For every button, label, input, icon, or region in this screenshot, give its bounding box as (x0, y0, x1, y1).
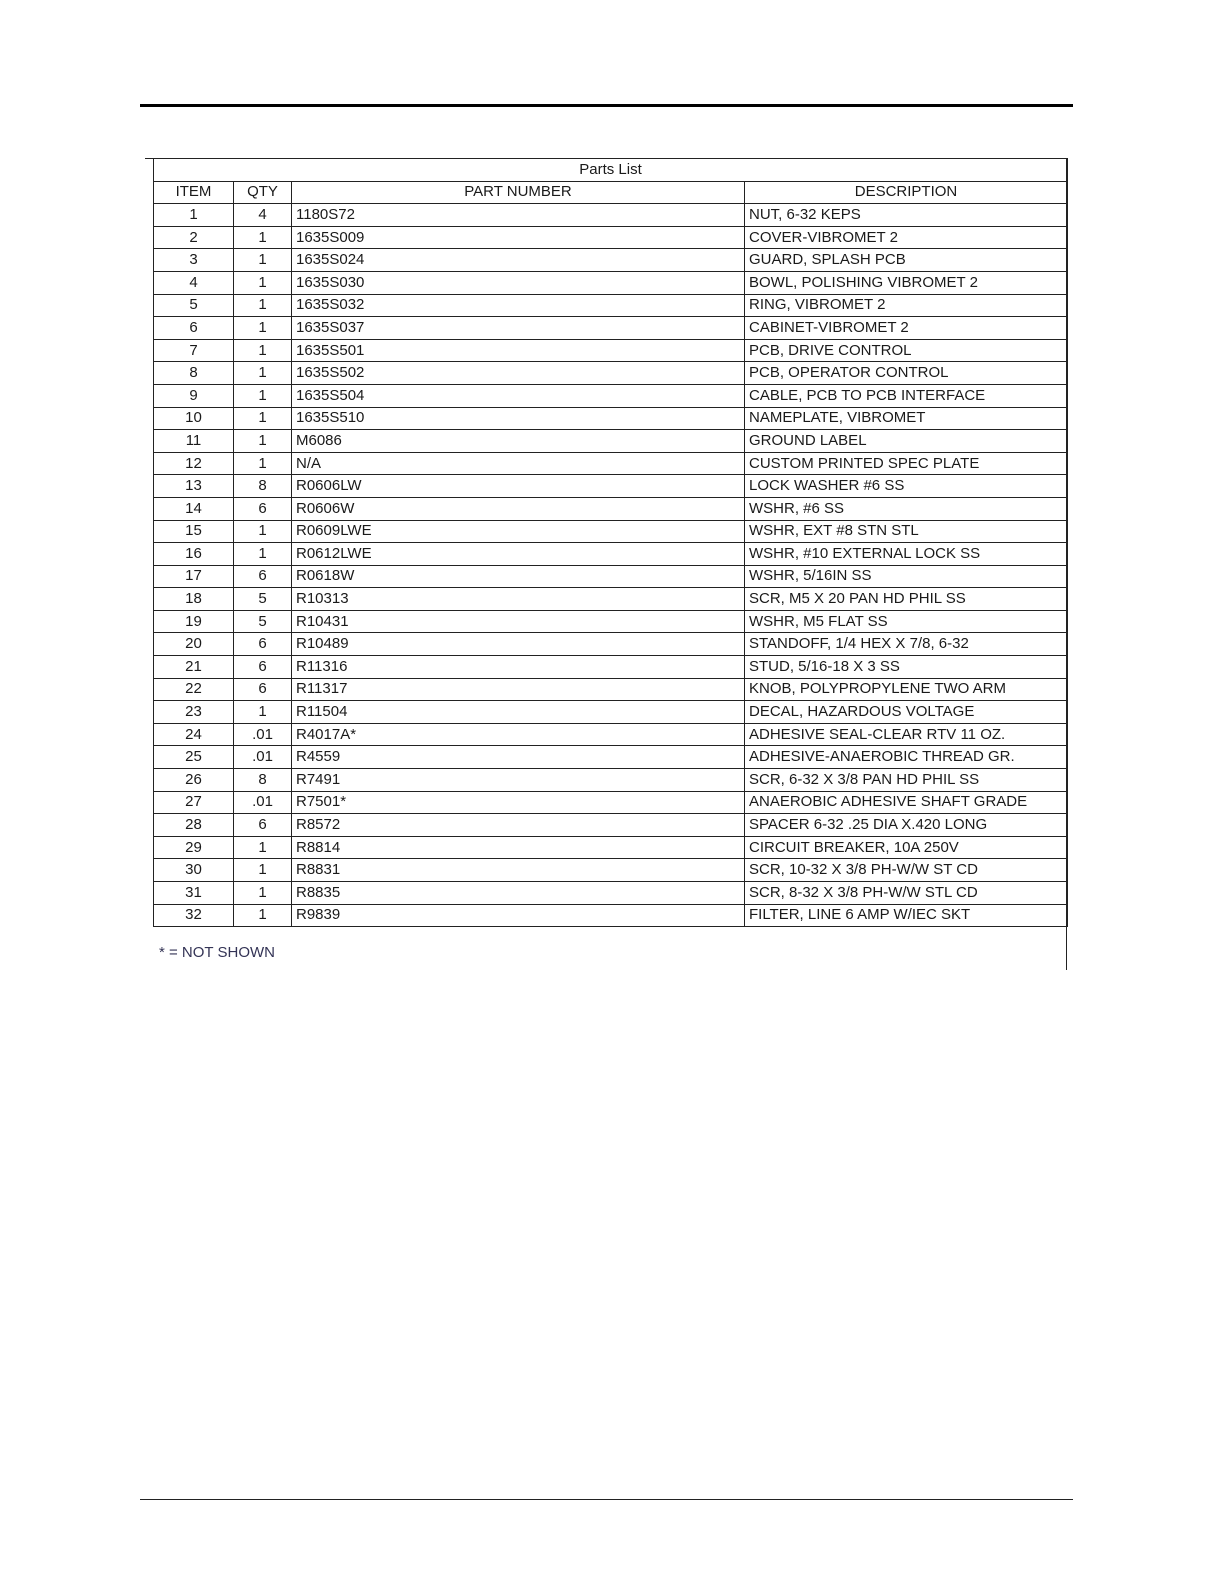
header-description: DESCRIPTION (745, 181, 1068, 204)
table-row (154, 565, 1068, 588)
cell-description: WSHR, #6 SS (745, 497, 1068, 520)
table-row (154, 678, 1068, 701)
cell-item: 15 (154, 520, 234, 543)
cell-part-number: 1635S037 (292, 317, 745, 340)
cell-part-number: R4017A* (292, 723, 745, 746)
cell-qty: 6 (234, 565, 292, 588)
cell-qty: 1 (234, 384, 292, 407)
cell-item: 19 (154, 610, 234, 633)
cell-qty: 1 (234, 249, 292, 272)
cell-item: 32 (154, 904, 234, 927)
table-row (154, 271, 1068, 294)
table-row (154, 407, 1068, 430)
table-row (154, 317, 1068, 340)
cell-description: CABINET-VIBROMET 2 (745, 317, 1068, 340)
cell-qty: 1 (234, 294, 292, 317)
cell-part-number: 1635S024 (292, 249, 745, 272)
cell-qty: 1 (234, 339, 292, 362)
cell-qty: 4 (234, 204, 292, 227)
header-item: ITEM (154, 181, 234, 204)
cell-qty: 8 (234, 769, 292, 792)
cell-description: WSHR, 5/16IN SS (745, 565, 1068, 588)
cell-qty: .01 (234, 791, 292, 814)
cell-part-number: 1635S032 (292, 294, 745, 317)
cell-item: 26 (154, 769, 234, 792)
cell-part-number: R10489 (292, 633, 745, 656)
cell-part-number: R4559 (292, 746, 745, 769)
cell-item: 8 (154, 362, 234, 385)
cell-part-number: R8831 (292, 859, 745, 882)
cell-description: FILTER, LINE 6 AMP W/IEC SKT (745, 904, 1068, 927)
cell-part-number: N/A (292, 452, 745, 475)
cell-qty: .01 (234, 723, 292, 746)
cell-description: SCR, 8-32 X 3/8 PH-W/W STL CD (745, 882, 1068, 905)
header-rule (140, 104, 1073, 107)
cell-part-number: R0618W (292, 565, 745, 588)
cell-part-number: R11504 (292, 701, 745, 724)
cell-description: KNOB, POLYPROPYLENE TWO ARM (745, 678, 1068, 701)
cell-item: 13 (154, 475, 234, 498)
cell-item: 25 (154, 746, 234, 769)
cell-description: CUSTOM PRINTED SPEC PLATE (745, 452, 1068, 475)
cell-qty: 6 (234, 814, 292, 837)
cell-item: 1 (154, 204, 234, 227)
cell-description: SCR, 10-32 X 3/8 PH-W/W ST CD (745, 859, 1068, 882)
cell-qty: 6 (234, 678, 292, 701)
table-row (154, 836, 1068, 859)
cell-item: 31 (154, 882, 234, 905)
table-row (154, 859, 1068, 882)
cell-description: ANAEROBIC ADHESIVE SHAFT GRADE (745, 791, 1068, 814)
cell-part-number: R8835 (292, 882, 745, 905)
cell-description: WSHR, EXT #8 STN STL (745, 520, 1068, 543)
cell-description: SCR, 6-32 X 3/8 PAN HD PHIL SS (745, 769, 1068, 792)
table-title: Parts List (154, 159, 1068, 182)
cell-description: PCB, DRIVE CONTROL (745, 339, 1068, 362)
cell-item: 29 (154, 836, 234, 859)
cell-qty: 5 (234, 588, 292, 611)
cell-description: STUD, 5/16-18 X 3 SS (745, 656, 1068, 679)
cell-item: 9 (154, 384, 234, 407)
cell-part-number: 1635S504 (292, 384, 745, 407)
cell-description: WSHR, #10 EXTERNAL LOCK SS (745, 543, 1068, 566)
cell-part-number: R7501* (292, 791, 745, 814)
cell-item: 22 (154, 678, 234, 701)
table-row (154, 249, 1068, 272)
cell-part-number: R10431 (292, 610, 745, 633)
parts-list-table (153, 158, 1068, 927)
cell-description: PCB, OPERATOR CONTROL (745, 362, 1068, 385)
cell-description: ADHESIVE SEAL-CLEAR RTV 11 OZ. (745, 723, 1068, 746)
table-row (154, 588, 1068, 611)
cell-description: CABLE, PCB TO PCB INTERFACE (745, 384, 1068, 407)
cell-item: 16 (154, 543, 234, 566)
table-row (154, 746, 1068, 769)
cell-description: NUT, 6-32 KEPS (745, 204, 1068, 227)
cell-description: SCR, M5 X 20 PAN HD PHIL SS (745, 588, 1068, 611)
cell-description: STANDOFF, 1/4 HEX X 7/8, 6-32 (745, 633, 1068, 656)
table-row (154, 339, 1068, 362)
cell-description: NAMEPLATE, VIBROMET (745, 407, 1068, 430)
footer-rule (140, 1499, 1073, 1500)
cell-qty: 1 (234, 362, 292, 385)
cell-part-number: R10313 (292, 588, 745, 611)
cell-item: 10 (154, 407, 234, 430)
cell-qty: 1 (234, 271, 292, 294)
cell-qty: 6 (234, 497, 292, 520)
cell-part-number: R0609LWE (292, 520, 745, 543)
cell-qty: 1 (234, 452, 292, 475)
cell-part-number: R11316 (292, 656, 745, 679)
table-row (154, 882, 1068, 905)
header-qty: QTY (234, 181, 292, 204)
cell-qty: .01 (234, 746, 292, 769)
table-row (154, 904, 1068, 927)
cell-qty: 1 (234, 407, 292, 430)
cell-description: DECAL, HAZARDOUS VOLTAGE (745, 701, 1068, 724)
header-part-number: PART NUMBER (292, 181, 745, 204)
cell-item: 23 (154, 701, 234, 724)
cell-part-number: 1635S009 (292, 226, 745, 249)
cell-qty: 1 (234, 836, 292, 859)
cell-qty: 1 (234, 882, 292, 905)
cell-part-number: R8572 (292, 814, 745, 837)
cell-item: 30 (154, 859, 234, 882)
cell-qty: 8 (234, 475, 292, 498)
table-row (154, 452, 1068, 475)
cell-qty: 1 (234, 543, 292, 566)
cell-part-number: R9839 (292, 904, 745, 927)
cell-description: GUARD, SPLASH PCB (745, 249, 1068, 272)
cell-part-number: 1635S501 (292, 339, 745, 362)
cell-qty: 5 (234, 610, 292, 633)
header-row (154, 181, 1068, 204)
cell-item: 7 (154, 339, 234, 362)
cell-qty: 1 (234, 520, 292, 543)
table-row (154, 204, 1068, 227)
table-row (154, 475, 1068, 498)
footnote: * = NOT SHOWN (159, 944, 275, 961)
table-row (154, 543, 1068, 566)
table-row (154, 384, 1068, 407)
cell-item: 21 (154, 656, 234, 679)
table-row (154, 430, 1068, 453)
cell-description: SPACER 6-32 .25 DIA X.420 LONG (745, 814, 1068, 837)
cell-part-number: R0606LW (292, 475, 745, 498)
cell-qty: 1 (234, 701, 292, 724)
cell-item: 27 (154, 791, 234, 814)
cell-part-number: 1635S030 (292, 271, 745, 294)
cell-item: 17 (154, 565, 234, 588)
table-row (154, 294, 1068, 317)
cell-item: 6 (154, 317, 234, 340)
cell-part-number: M6086 (292, 430, 745, 453)
cell-description: CIRCUIT BREAKER, 10A 250V (745, 836, 1068, 859)
table-row (154, 633, 1068, 656)
cell-qty: 1 (234, 904, 292, 927)
cell-description: GROUND LABEL (745, 430, 1068, 453)
table-row (154, 791, 1068, 814)
table-row (154, 814, 1068, 837)
cell-qty: 6 (234, 656, 292, 679)
table-row (154, 497, 1068, 520)
table-row (154, 610, 1068, 633)
table-row (154, 226, 1068, 249)
cell-item: 11 (154, 430, 234, 453)
cell-description: ADHESIVE-ANAEROBIC THREAD GR. (745, 746, 1068, 769)
cell-part-number: R11317 (292, 678, 745, 701)
cell-qty: 1 (234, 317, 292, 340)
cell-qty: 1 (234, 430, 292, 453)
table-row (154, 723, 1068, 746)
cell-item: 4 (154, 271, 234, 294)
table-row (154, 701, 1068, 724)
cell-qty: 1 (234, 226, 292, 249)
cell-part-number: 1635S502 (292, 362, 745, 385)
cell-part-number: R0612LWE (292, 543, 745, 566)
cell-item: 12 (154, 452, 234, 475)
cell-part-number: 1180S72 (292, 204, 745, 227)
cell-description: LOCK WASHER #6 SS (745, 475, 1068, 498)
cell-item: 24 (154, 723, 234, 746)
cell-part-number: R8814 (292, 836, 745, 859)
table-row (154, 656, 1068, 679)
cell-description: BOWL, POLISHING VIBROMET 2 (745, 271, 1068, 294)
cell-qty: 1 (234, 859, 292, 882)
table-row (154, 362, 1068, 385)
cell-item: 2 (154, 226, 234, 249)
cell-part-number: R0606W (292, 497, 745, 520)
cell-part-number: 1635S510 (292, 407, 745, 430)
cell-item: 18 (154, 588, 234, 611)
cell-item: 20 (154, 633, 234, 656)
cell-item: 5 (154, 294, 234, 317)
cell-description: RING, VIBROMET 2 (745, 294, 1068, 317)
cell-description: COVER-VIBROMET 2 (745, 226, 1068, 249)
cell-description: WSHR, M5 FLAT SS (745, 610, 1068, 633)
table-row (154, 769, 1068, 792)
cell-item: 3 (154, 249, 234, 272)
cell-item: 28 (154, 814, 234, 837)
cell-part-number: R7491 (292, 769, 745, 792)
cell-item: 14 (154, 497, 234, 520)
cell-qty: 6 (234, 633, 292, 656)
table-row (154, 520, 1068, 543)
